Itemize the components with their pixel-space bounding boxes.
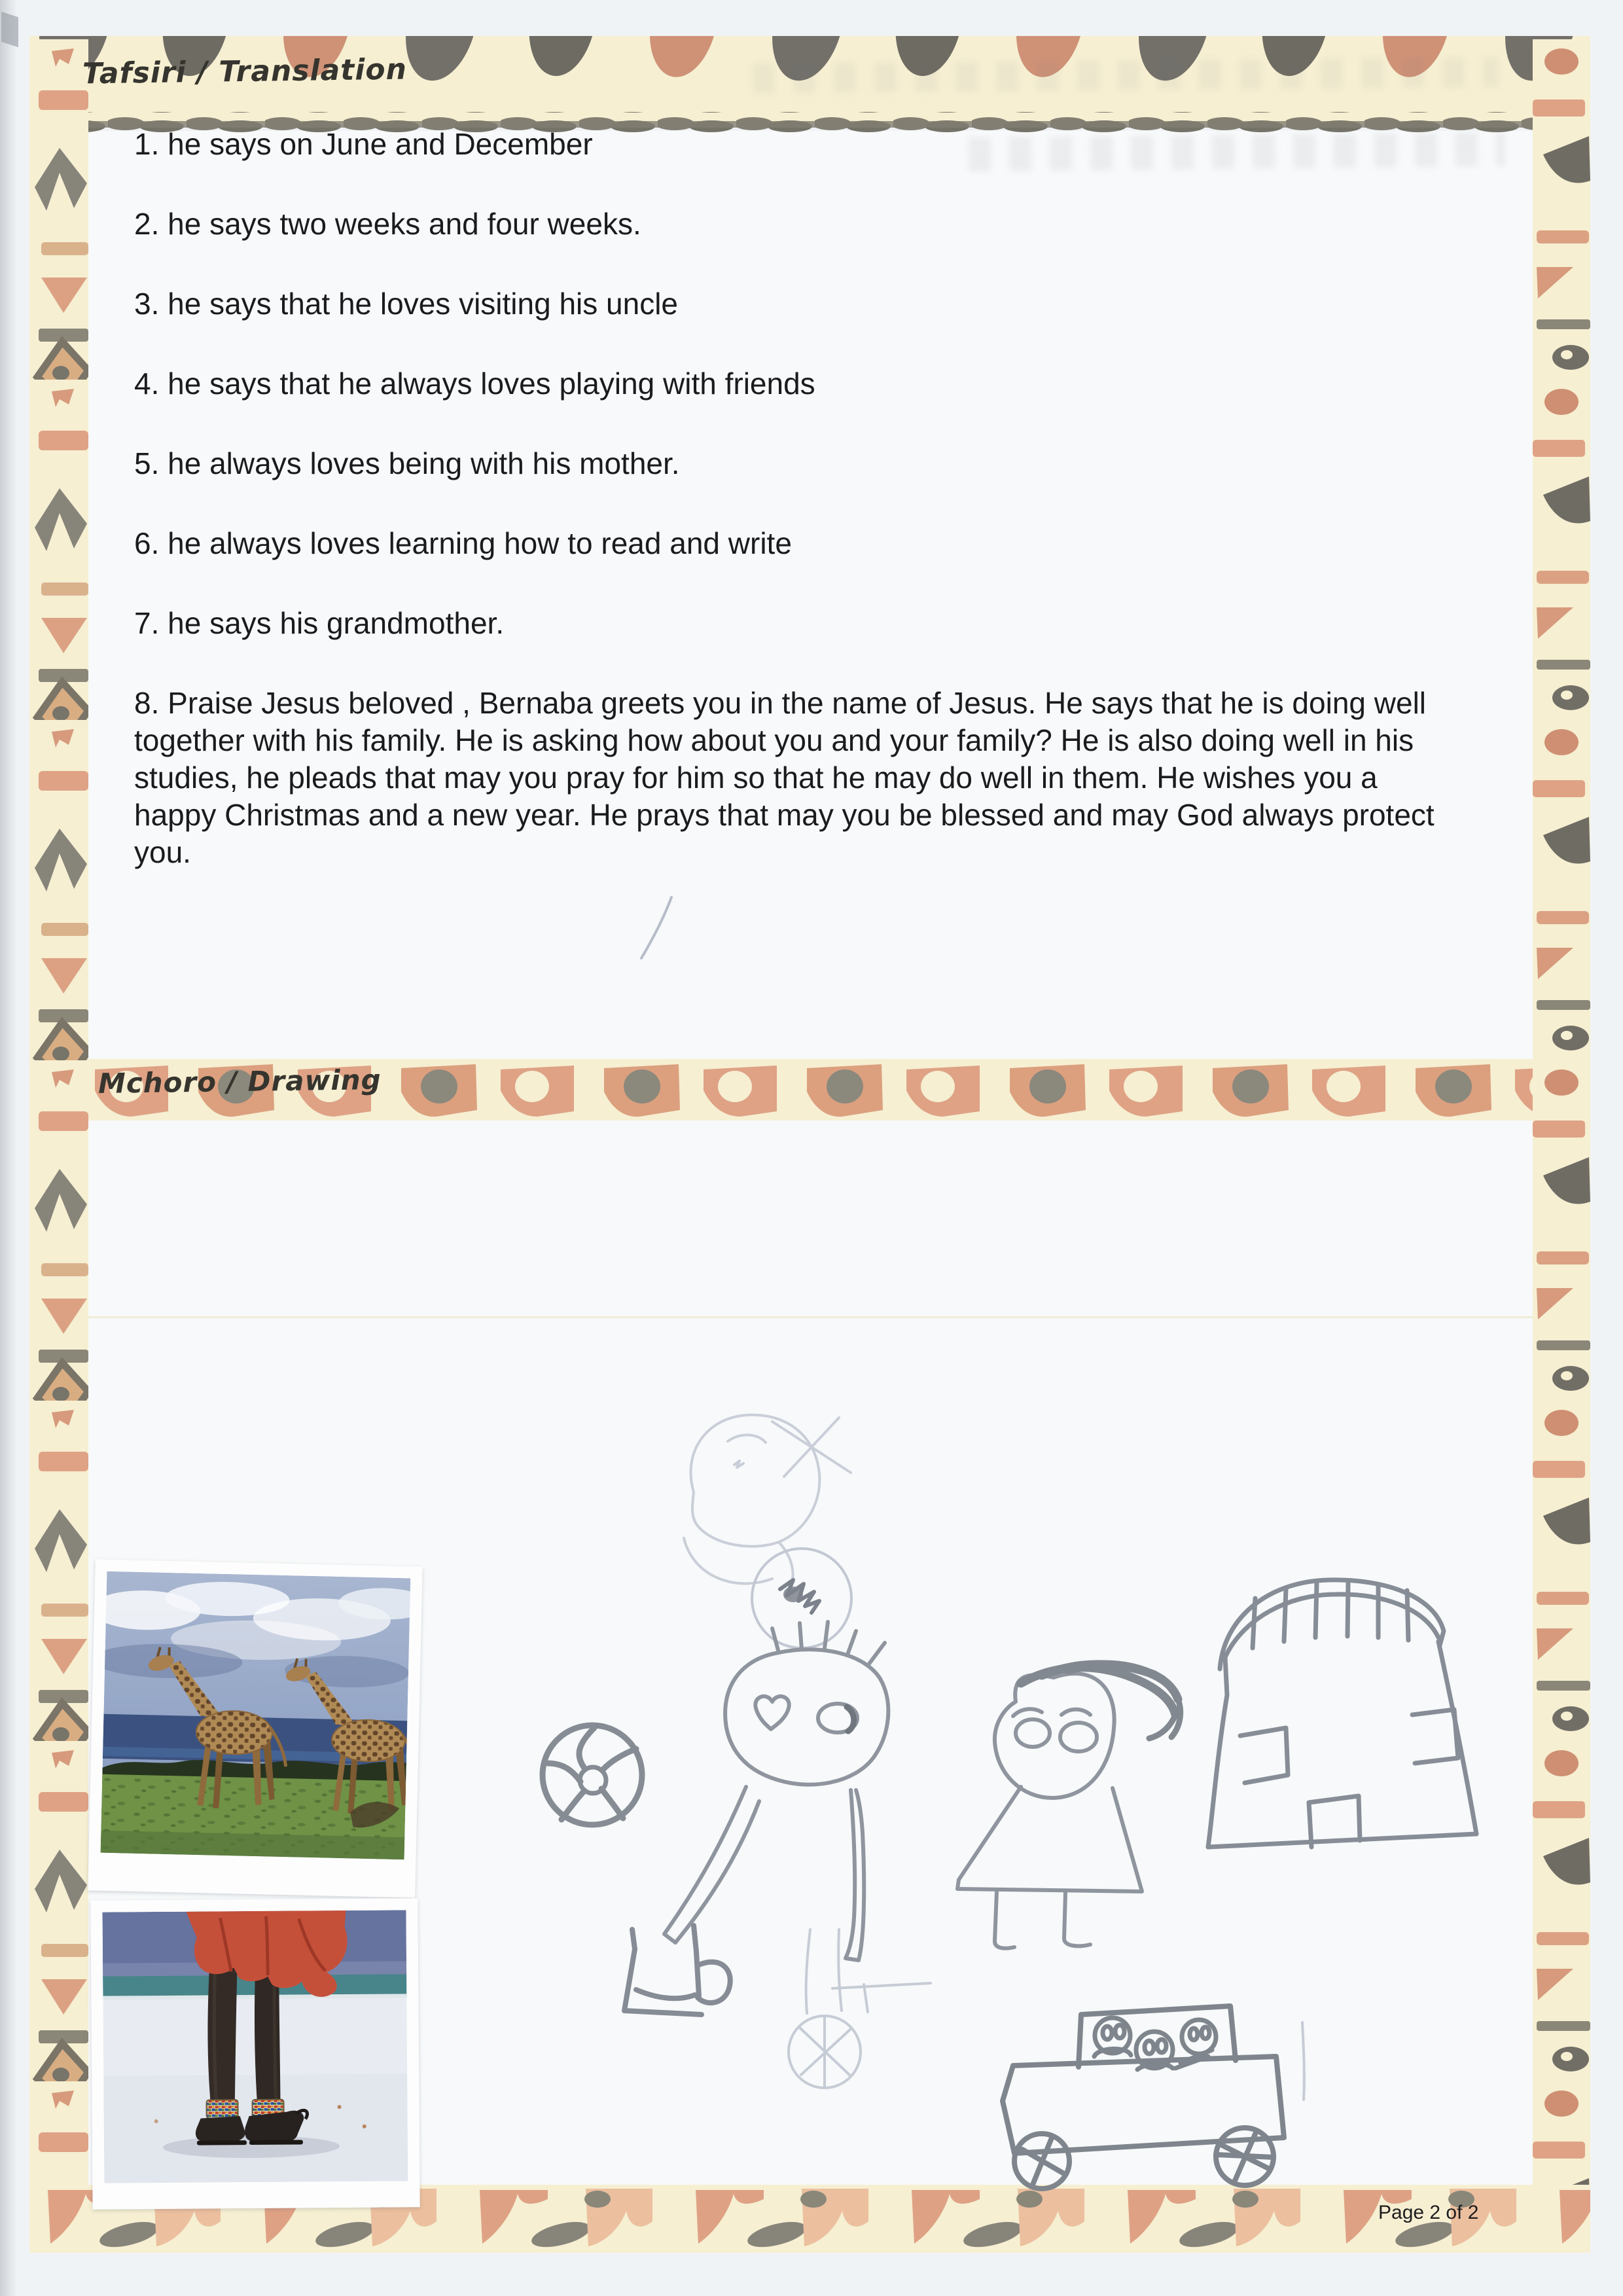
paper-crease <box>88 1316 1533 1318</box>
page-title: Tafsiri / Translation <box>82 52 408 91</box>
right-border-pattern <box>1533 39 1590 2251</box>
page-indicator: Page 2 of 2 <box>1378 2202 1479 2223</box>
pencil-drawings <box>497 1361 1505 2225</box>
translation-item-3: 3. he says that he loves visiting his uncle <box>134 287 679 321</box>
car-with-three-passengers-sketch <box>1003 2006 1304 2189</box>
person-with-swept-hair-sketch <box>957 1664 1181 1948</box>
giraffes-photo <box>88 1559 422 1897</box>
translation-item-6: 6. he always loves learning how to read and write <box>134 526 792 560</box>
translation-item-7: 7. he says his grandmother. <box>134 606 505 640</box>
tower-hut-with-windows-sketch <box>1208 1580 1476 1847</box>
scan-edge-shadow <box>0 0 17 2296</box>
translation-list <box>134 127 1508 686</box>
translation-item-5: 5. he always loves being with his mother. <box>134 446 680 480</box>
maasai-legs-photo <box>90 1898 419 2209</box>
left-border-pattern <box>29 39 88 2251</box>
translation-item-2: 2. he says two weeks and four weeks. <box>134 207 641 241</box>
translation-item-4: 4. he says that he always loves playing with friends <box>134 367 815 401</box>
translation-item-1: 1. he says on June and December <box>134 127 593 161</box>
face-with-heart-eye-and-tusks-sketch <box>664 1622 888 1960</box>
spoked-wheel-sketch <box>543 1725 642 1825</box>
scan-corner-mark <box>1 12 18 47</box>
translation-paragraph: 8. Praise Jesus beloved , Bernaba greets you in the name of Jesus. He says that he is doing well together with his family. He is asking how about you and your family? He is also doing well in his studies, he pleads that may you pray for him so that he may do well in them. He wishes you a happy Christmas and a new year. He prays that may you be blessed and may God always protect you. <box>134 686 1435 869</box>
drawing-section-label: Mchoro / Drawing <box>98 1063 382 1100</box>
faint-animal-head-sketch <box>684 1415 851 1592</box>
pencil-slash-mark <box>635 893 681 962</box>
